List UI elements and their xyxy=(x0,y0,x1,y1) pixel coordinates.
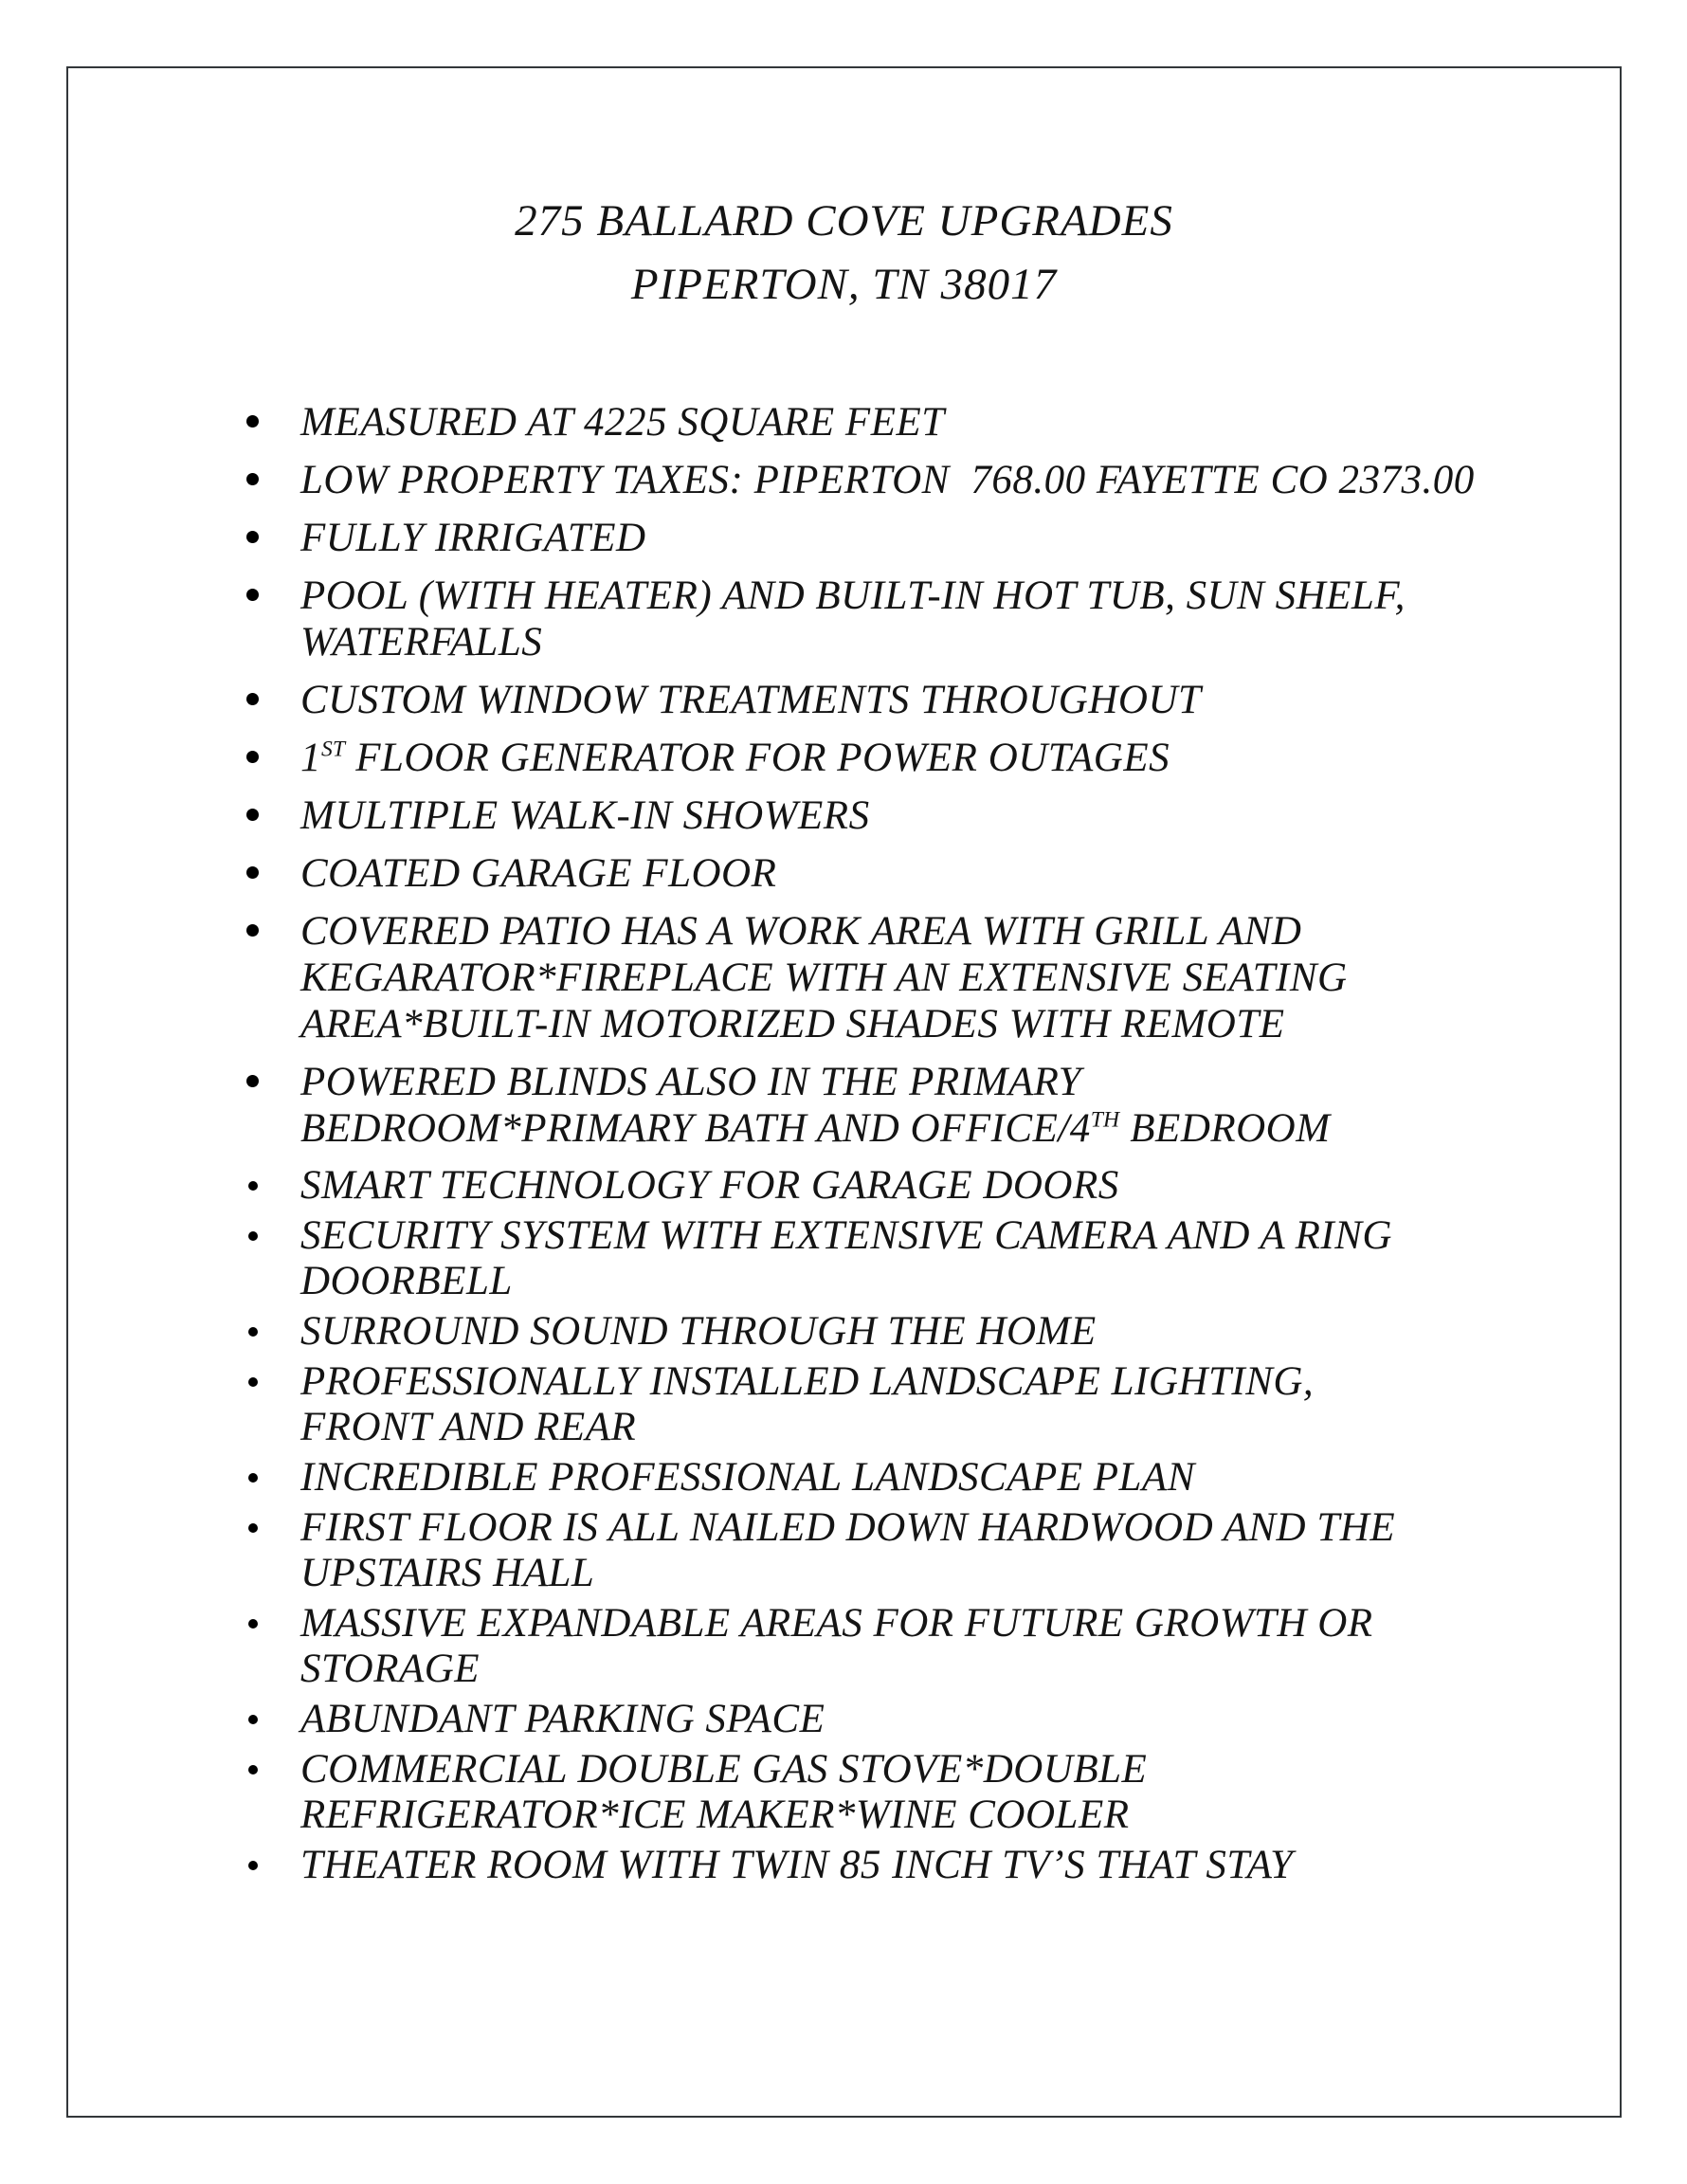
bullet-icon xyxy=(248,1619,258,1629)
bullet-icon xyxy=(248,1231,258,1241)
list-item-text: COATED GARAGE FLOOR xyxy=(300,851,777,896)
list-item-text: COMMERCIAL DOUBLE GAS STOVE*DOUBLE REFRIGERATOR*ICE MAKER*WINE COOLER xyxy=(300,1747,1148,1837)
bullet-icon xyxy=(246,809,259,821)
bullet-icon xyxy=(248,1377,258,1387)
list-item xyxy=(237,1455,1583,1501)
bullet-icon xyxy=(246,589,259,601)
list-item xyxy=(237,515,1583,561)
list-item-text: PROFESSIONALLY INSTALLED LANDSCAPE LIGHTING, FRONT AND REAR xyxy=(300,1359,1315,1449)
list-item-text: SMART TECHNOLOGY FOR GARAGE DOORS xyxy=(300,1163,1119,1208)
list-item-text: INCREDIBLE PROFESSIONAL LANDSCAPE PLAN xyxy=(300,1455,1195,1500)
title-line-1: 275 BALLARD COVE UPGRADES xyxy=(515,196,1173,246)
list-item-text: 1ST FLOOR GENERATOR FOR POWER OUTAGES xyxy=(300,736,1170,780)
bullet-icon xyxy=(248,1523,258,1533)
list-item-text: SECURITY SYSTEM WITH EXTENSIVE CAMERA AND A RING DOORBELL xyxy=(300,1213,1392,1303)
bullet-icon xyxy=(246,924,259,937)
upgrade-list xyxy=(237,399,1583,1893)
bullet-icon xyxy=(248,1765,258,1774)
bullet-icon xyxy=(246,866,259,879)
list-item xyxy=(237,573,1583,665)
list-item-text: POWERED BLINDS ALSO IN THE PRIMARY BEDROOM*PRIMARY BATH AND OFFICE/4TH BEDROOM xyxy=(300,1060,1331,1151)
list-item-text: CUSTOM WINDOW TREATMENTS THROUGHOUT xyxy=(300,678,1202,722)
list-item xyxy=(237,850,1583,897)
list-item xyxy=(237,1601,1583,1692)
bullet-icon xyxy=(248,1181,258,1191)
list-item-text: FIRST FLOOR IS ALL NAILED DOWN HARDWOOD AND THE UPSTAIRS HALL xyxy=(300,1505,1396,1595)
bullet-icon xyxy=(248,1473,258,1483)
list-item-text: LOW PROPERTY TAXES: PIPERTON 768.00 FAYETTE CO 2373.00 xyxy=(300,458,1475,502)
list-item xyxy=(237,1747,1583,1838)
list-item xyxy=(237,1059,1583,1152)
bullet-icon xyxy=(246,473,259,485)
superscript-text: ST xyxy=(321,737,345,762)
bullet-icon xyxy=(246,415,259,428)
list-item-text: POOL (WITH HEATER) AND BUILT-IN HOT TUB, SUN SHELF, WATERFALLS xyxy=(300,573,1406,664)
list-item xyxy=(237,399,1583,446)
bullet-icon xyxy=(246,1075,259,1087)
list-item-text: FULLY IRRIGATED xyxy=(300,516,646,560)
superscript-text: TH xyxy=(1090,1107,1120,1133)
list-item xyxy=(237,735,1583,781)
list-item xyxy=(237,1359,1583,1450)
list-item xyxy=(237,908,1583,1047)
list-item xyxy=(237,1213,1583,1304)
list-item-text: SURROUND SOUND THROUGH THE HOME xyxy=(300,1309,1097,1354)
list-item-text: ABUNDANT PARKING SPACE xyxy=(300,1697,825,1741)
list-item xyxy=(237,457,1583,503)
list-item-text: MEASURED AT 4225 SQUARE FEET xyxy=(300,400,945,445)
bullet-icon xyxy=(248,1861,258,1870)
list-item-text: COVERED PATIO HAS A WORK AREA WITH GRILL AND KEGARATOR*FIREPLACE WITH AN EXTENSIVE SEATING AREA*BUILT-IN MOTORIZED SHADES WITH REMOTE xyxy=(300,909,1348,1046)
list-item xyxy=(237,1697,1583,1742)
list-item xyxy=(237,792,1583,839)
list-item-text: MULTIPLE WALK-IN SHOWERS xyxy=(300,793,870,838)
bullet-icon xyxy=(246,751,259,763)
bullet-icon xyxy=(246,531,259,543)
title-line-2: PIPERTON, TN 38017 xyxy=(630,260,1058,309)
list-item-text: MASSIVE EXPANDABLE AREAS FOR FUTURE GROWTH OR STORAGE xyxy=(300,1601,1373,1691)
list-item xyxy=(237,677,1583,723)
list-item xyxy=(237,1843,1583,1888)
bullet-icon xyxy=(248,1327,258,1337)
list-item xyxy=(237,1163,1583,1209)
list-item-text: THEATER ROOM WITH TWIN 85 INCH TV’S THAT STAY xyxy=(300,1843,1294,1887)
list-item xyxy=(237,1309,1583,1355)
document-title xyxy=(67,190,1621,317)
list-item xyxy=(237,1505,1583,1596)
bullet-icon xyxy=(248,1715,258,1724)
bullet-icon xyxy=(246,693,259,705)
